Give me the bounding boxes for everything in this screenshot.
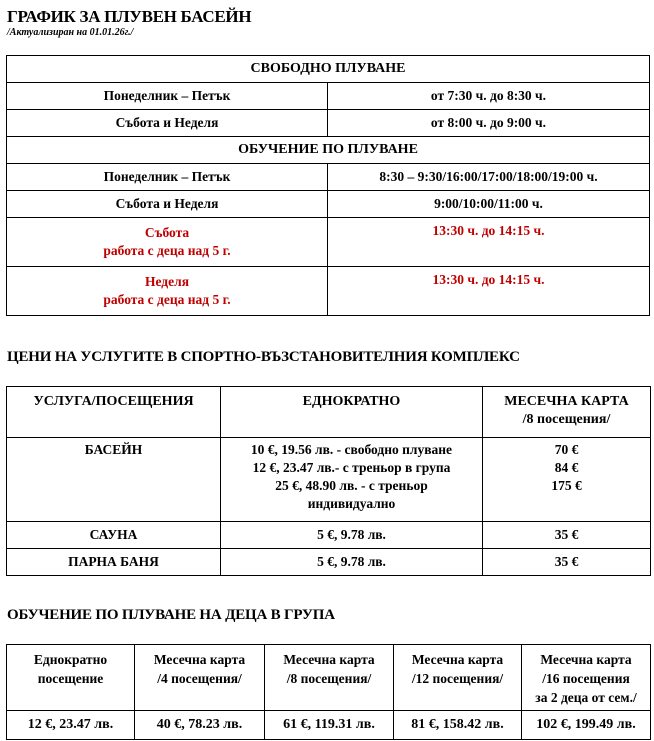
training-title: ОБУЧЕНИЕ ПО ПЛУВАНЕ <box>7 137 650 164</box>
kids-group-heading: ОБУЧЕНИЕ ПО ПЛУВАНЕ НА ДЕЦА В ГРУПА <box>7 607 335 623</box>
pool-monthly-prices <box>483 438 651 522</box>
kids-price-cell: 12 €, 23.47 лв. <box>7 711 135 740</box>
steam-single: 5 €, 9.78 лв. <box>221 549 483 576</box>
kids-note: работа с деца над 5 г. <box>103 292 231 307</box>
kids-days-cell <box>7 218 328 267</box>
kids-price-row <box>7 711 651 740</box>
kids-days-cell <box>7 267 328 316</box>
pool-monthly-line: 84 € <box>554 460 579 475</box>
section-row <box>7 137 650 164</box>
schedule-row <box>7 83 650 110</box>
schedule-row <box>7 191 650 218</box>
steam-name: ПАРНА БАНЯ <box>7 549 221 576</box>
sauna-name: САУНА <box>7 522 221 549</box>
free-swim-title: СВОБОДНО ПЛУВАНЕ <box>7 56 650 83</box>
kids-price-cell: 61 €, 119.31 лв. <box>265 711 394 740</box>
kids-col-header <box>522 645 651 711</box>
col-header-line: Еднократно <box>33 652 108 667</box>
sauna-single: 5 €, 9.78 лв. <box>221 522 483 549</box>
schedule-row <box>7 164 650 191</box>
kids-schedule-row <box>7 218 650 267</box>
pool-price-line: 10 €, 19.56 лв. - свободно плуване <box>250 442 453 457</box>
single-header: ЕДНОКРАТНО <box>221 387 483 438</box>
prices-table <box>6 386 651 576</box>
page-title: ГРАФИК ЗА ПЛУВЕН БАСЕЙН <box>7 7 252 26</box>
schedule-row <box>7 110 650 137</box>
pool-monthly-line: 175 € <box>551 478 582 493</box>
col-header-line: Месечна карта <box>540 652 632 667</box>
monthly-header <box>483 387 651 438</box>
col-header-line: /4 посещения/ <box>157 671 242 686</box>
kids-col-header <box>7 645 135 711</box>
pool-name: БАСЕЙН <box>7 438 221 522</box>
section-row <box>7 56 650 83</box>
col-header-line: Месечна карта <box>411 652 504 667</box>
time-cell: 9:00/10:00/11:00 ч. <box>328 191 650 218</box>
col-header-line: за 2 деца от сем./ <box>535 690 637 705</box>
sauna-monthly: 35 € <box>483 522 651 549</box>
steam-row <box>7 549 651 576</box>
pool-row <box>7 438 651 522</box>
kids-day: Неделя <box>144 274 189 289</box>
days-cell: Понеделник – Петък <box>7 164 328 191</box>
service-header: УСЛУГА/ПОСЕЩЕНИЯ <box>7 387 221 438</box>
col-header-line: посещение <box>37 671 104 686</box>
col-header-line: Месечна карта <box>153 652 246 667</box>
days-cell: Събота и Неделя <box>7 110 328 137</box>
col-header-line: Месечна карта <box>283 652 375 667</box>
schedule-table <box>6 55 650 316</box>
pool-monthly-line: 70 € <box>554 442 579 457</box>
kids-price-cell: 102 €, 199.49 лв. <box>522 711 651 740</box>
kids-day: Събота <box>144 225 190 240</box>
col-header-line: /8 посещения/ <box>286 671 372 686</box>
kids-col-header <box>135 645 265 711</box>
kids-price-cell: 40 €, 78.23 лв. <box>135 711 265 740</box>
steam-monthly: 35 € <box>483 549 651 576</box>
col-header-line: /12 посещения/ <box>411 671 504 686</box>
pool-price-line: индивидуално <box>307 496 396 511</box>
kids-group-table <box>6 644 651 740</box>
days-cell: Събота и Неделя <box>7 191 328 218</box>
updated-date: /Актуализиран на 01.01.26г./ <box>7 27 134 38</box>
prices-heading: ЦЕНИ НА УСЛУГИТЕ В СПОРТНО-ВЪЗСТАНОВИТЕЛНИЯ КОМПЛЕКС <box>7 349 520 365</box>
monthly-header-label: МЕСЕЧНА КАРТА <box>504 394 629 409</box>
prices-header-row <box>7 387 651 438</box>
time-cell: от 8:00 ч. до 9:00 ч. <box>328 110 650 137</box>
days-cell: Понеделник – Петък <box>7 83 328 110</box>
kids-time-cell: 13:30 ч. до 14:15 ч. <box>328 267 650 316</box>
kids-price-cell: 81 €, 158.42 лв. <box>394 711 522 740</box>
time-cell: от 7:30 ч. до 8:30 ч. <box>328 83 650 110</box>
kids-time-cell: 13:30 ч. до 14:15 ч. <box>328 218 650 267</box>
time-cell: 8:30 – 9:30/16:00/17:00/18:00/19:00 ч. <box>328 164 650 191</box>
monthly-header-note: /8 посещения/ <box>522 412 611 427</box>
pool-price-line: 25 €, 48.90 лв. - с треньор <box>275 478 428 493</box>
sauna-row <box>7 522 651 549</box>
kids-col-header <box>394 645 522 711</box>
kids-note: работа с деца над 5 г. <box>103 243 231 258</box>
kids-schedule-row <box>7 267 650 316</box>
col-header-line: /16 посещения <box>542 671 630 686</box>
pool-price-line: 12 €, 23.47 лв.- с треньор в група <box>252 460 451 475</box>
kids-col-header <box>265 645 394 711</box>
pool-single-prices <box>221 438 483 522</box>
kids-header-row <box>7 645 651 711</box>
